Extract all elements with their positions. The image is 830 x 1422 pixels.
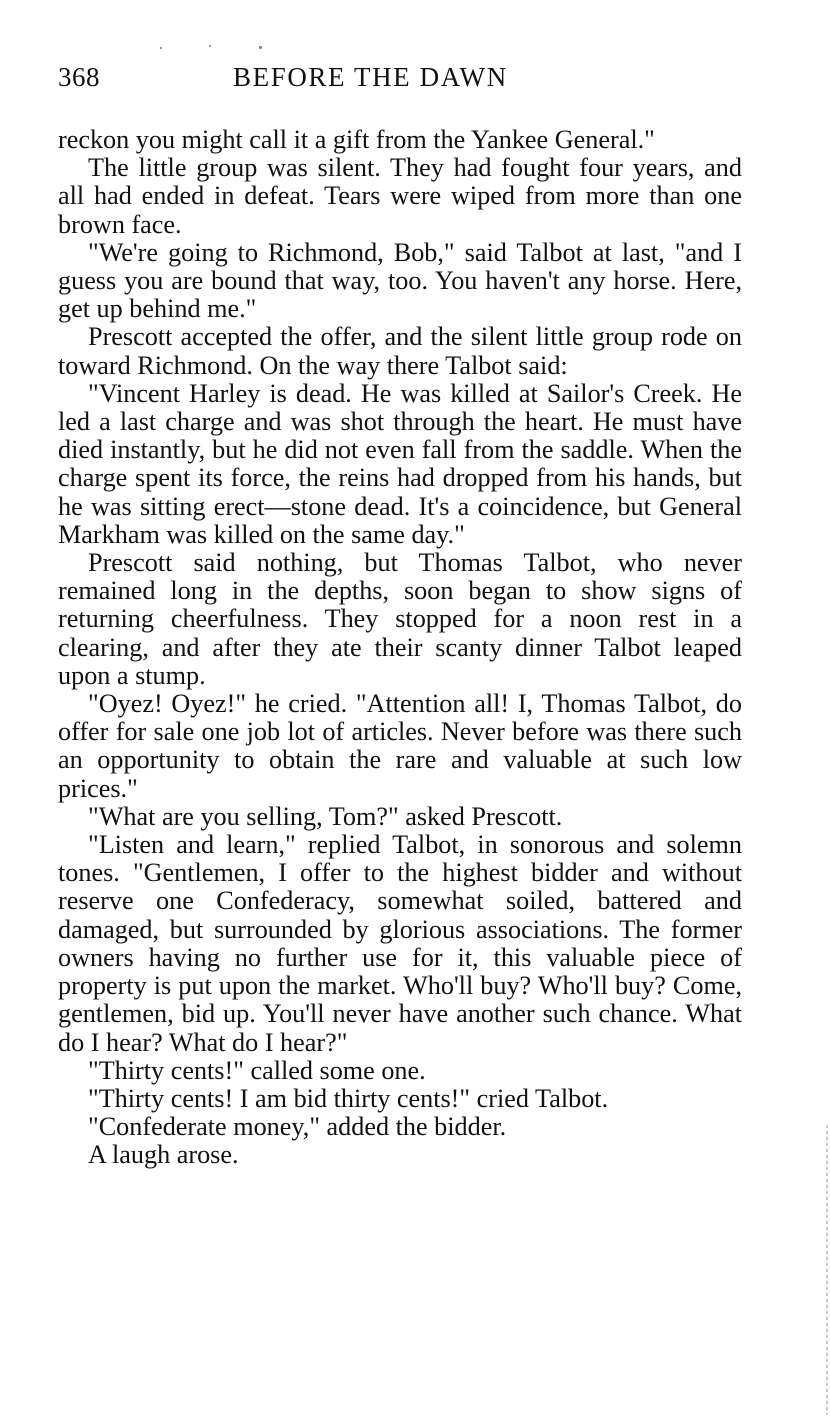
- print-speck: [259, 46, 262, 49]
- paragraph: "Confederate money," added the bidder.: [88, 1112, 507, 1142]
- paragraph: "Listen and learn," replied Talbot, in sonorous and solemn tones. "Gentlemen, I offer to the highest bidder and without reserve one Confederacy, somewhat soiled, battered and damaged, but surrounded by glorious associations. The former owners having no further use for it, this valuable piece of property is put upon the market. Who'll buy? Who'll buy? Come, gentlemen, bid up. You'll never have another such chance. What do I hear? What do I hear?": [58, 830, 742, 1057]
- print-speck: [209, 45, 211, 47]
- paragraph: A laugh arose.: [88, 1140, 239, 1170]
- paragraph: Prescott said nothing, but Thomas Talbot, who never remained long in the depths, soon began to show signs of returning cheerfulness. They stopped for a noon rest in a clearing, and after they ate their scanty dinner Talbot leaped upon a stump.: [58, 548, 742, 690]
- paragraph: reckon you might call it a gift from the Yankee General.": [58, 125, 655, 154]
- running-head: BEFORE THE DAWN: [233, 62, 508, 92]
- book-page: [58, 58, 742, 1170]
- paragraph: The little group was silent. They had fought four years, and all had ended in defeat. Tears were wiped from more than one brown face.: [58, 153, 742, 239]
- paragraph: "Oyez! Oyez!" he cried. "Attention all! I, Thomas Talbot, do offer for sale one job lot of articles. Never before was there such an opportunity to obtain the rare and valuable at such low prices.": [58, 689, 742, 803]
- paragraph: "Thirty cents! I am bid thirty cents!" cried Talbot.: [88, 1083, 609, 1113]
- page-header: [58, 58, 742, 102]
- print-speck: [160, 47, 162, 49]
- paragraph: "We're going to Richmond, Bob," said Talbot at last, "and I guess you are bound that way, too. You haven't any horse. Here, get up behind me.": [58, 237, 742, 324]
- paragraph: "Vincent Harley is dead. He was killed at Sailor's Creek. He led a last charge and was shot through the heart. He must have died instantly, but he did not even fall from the saddle. When the charge spent its force, the reins had dropped from his hands, but he was sitting erect—stone dead. It's a coincidence, but General Markham was killed on the same day.": [58, 378, 742, 549]
- paragraph: Prescott accepted the offer, and the silent little group rode on toward Richmond. On the way there Talbot said:: [58, 322, 742, 380]
- page-number: 368: [58, 62, 100, 92]
- body-text: [58, 126, 742, 1170]
- paragraph: "What are you selling, Tom?" asked Prescott.: [88, 801, 563, 831]
- paragraph: "Thirty cents!" called some one.: [88, 1055, 426, 1085]
- page-edge-shadow: [826, 1125, 828, 1415]
